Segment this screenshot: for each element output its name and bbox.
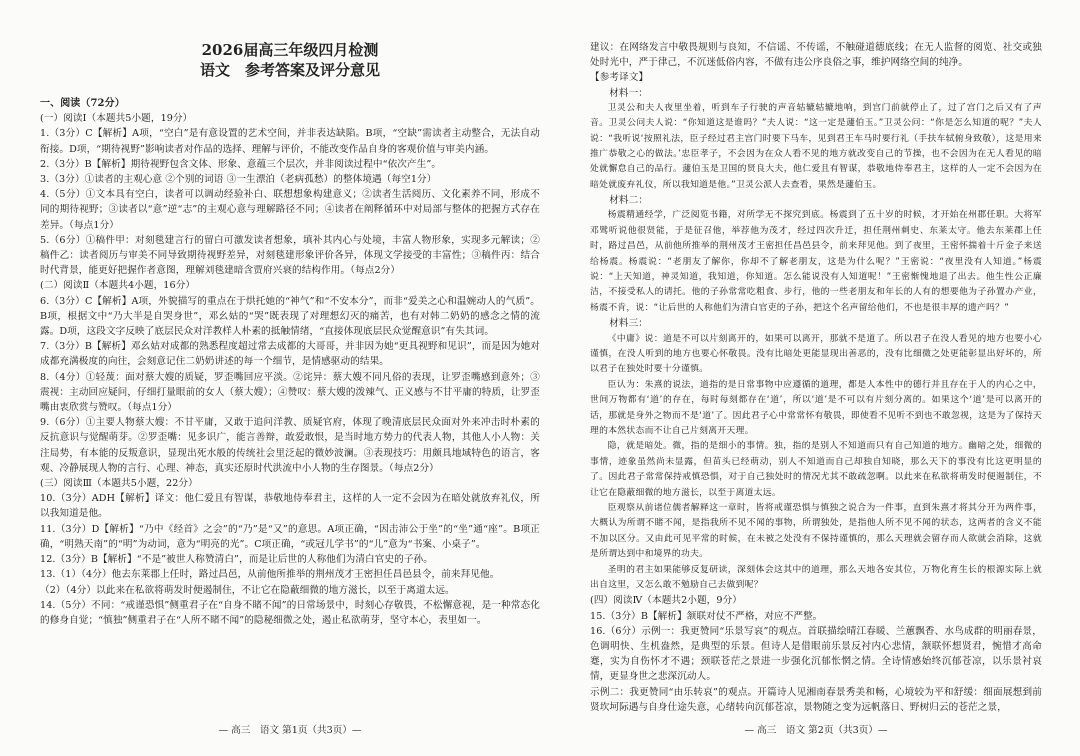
subsection-4: (四）阅读Ⅳ（本题共2小题，9分） [590,595,742,607]
section-reading: 一、阅读（72分） [40,98,125,109]
material-3-text-5: 圣明的君主如果能够反复研读，深刻体会这其中的道理，那么天地各安其位，万物化育生长的根源实际上就出自这里，又怎么敢不勉励自己去做到呢？ [590,564,1042,590]
answer-16-example-2: 示例二：我更赞同“由乐转哀”的观点。开篇诗人见湘南春景秀美和畅，心境较为平和舒缓：细面展想到前贤坎坷际遇与自身仕途失意，心绪转向沉郁苍凉，景物随之变为远帆落日、野树归云的苍茫之景， [590,686,1042,713]
subsection-2: (二）阅读Ⅱ（本题共4小题，16分） [40,280,196,292]
answer-16-example-1: 16.（6分）示例一：我更赞同“乐景写哀”的观点。首联描绘晴江春暖、兰蕙飘香、水鸟成群的明丽春景，色调明快、生机盎然，是典型的乐景。但诗人是借眼前乐景反衬内心悲情，颔联怀想贤君，惋惜才高命蹇，实为自伤怀才不遇；颈联苍茫之景进一步强化沉郁怅惘之情。全诗情感始终沉郁苍凉，以乐景衬哀情，更显身世之悲深沉动人。 [590,625,1042,683]
material-3-text-4: 臣观察从前诸位儒者解释这一章时，皆将戒谨恐惧与慎独之说合为一件事，直到朱熹才将其分开为两件事，大概认为所谓不睹不闻，是指我所不见不闻的事物，所谓独处，是指他人所不见不闻的状态，这两者的含义不能不加以区分。又由此可见平常的时候，在未被之处没有不保持谨慎的，那么天理就会留存而人欲就会消除，这就是所谓达到中和境界的功夫。 [590,502,1042,560]
footer-page-1: — 高三 语文 第1页（共3页）— [218,725,362,736]
reference-translation-heading: 【参考译文】 [590,72,649,84]
title-block [40,40,540,80]
material-1-label: 材料一： [609,87,648,99]
answer-4: 4.（5分）①文本具有空白，读者可以调动经验补白、联想想象构建意义；②读者生活阅历、文化素养不同，形成不同的期待视野；③读者以“意”逆“志”的主观心意与理解路径不同；④读者在阐释循环中对局部与整体的把握方式存在差异。（每点1分） [40,189,540,231]
answer-7: 7.（3分）B【解析】邓幺姑对成都的熟悉程度超过常去成都的大哥哥，并非因为她“更具视野和见识”，而是因为她对成都充满极度的向往，会刻意记住二奶奶讲述的每一个细节，是情感驱动的结果。 [40,341,540,368]
answer-8: 8.（4分）①轻蔑：面对蔡大嫂的质疑，罗歪嘴回应平淡。②诧异：蔡大嫂不同凡俗的表现，让罗歪嘴感到意外；③震视：主动回应疑问，仔细打量眼前的女人（蔡大嫂）；④赞叹：蔡大嫂的泼辣气、正义感与不甘平庸的特质，让罗歪嘴由衷欣赏与赞叹。（每点1分） [40,371,540,414]
material-2-text: 杨震精通经学，广泛阅览书籍，对所学无不探究到底。杨震到了五十岁的时候，才开始在州郡任职。大将军邓骘听说他很贤能，于是征召他，举荐他为茂才，经过四次升迁，担任荆州刺史、东莱太守。他去东莱郡上任时，路过昌邑，从前他所推举的荆州茂才王密担任昌邑县令，前来拜见他。到了夜里，王密怀揣着十斤金子来送给杨震。杨震说：“老朋友了解你，你却不了解老朋友，这是为什么呢？”王密说：“夜里没有人知道。”杨震说：“上天知道，神灵知道，我知道，你知道。怎么能说没有人知道呢！”王密惭愧地退了出去。他生性公正廉洁，不接受私人的请托。他的子孙常常吃粗食、步行，他的一些老朋友和年长的人有的想要他为子孙置办产业，杨震不肯，说：“让后世的人称他们为清白官吏的子孙，把这个名声留给他们，不也是很丰厚的遗产吗？” [590,210,1042,313]
answer-13-1: 13.（1）（4分）他去东莱郡上任时，路过昌邑，从前他所推举的荆州茂才王密担任昌邑县令，前来拜见他。 [40,569,500,581]
material-3-label: 材料三： [609,318,648,330]
page-title: 2026届高三年级四月检测 [201,41,379,59]
answer-13-2: （2）（4分）以此来在私欲将萌发时便遏制住，不让它在隐蔽细微的地方滋长，以至于离道太远。 [40,584,455,596]
material-3-text-3: 隐，就是暗处。微，指的是细小的事情。独，指的是别人不知道而只有自己知道的地方。幽暗之处，细微的事情，迹象虽然尚未显露，但苗头已经萌动，别人不知道而自己却独自知晓，那么天下的事没有比这更明显的了。因此君子常常保持戒慎恐惧，对于自己独处时的情况尤其不敢疏忽啊。以此来在私欲将萌发时便遏制住，不让它在隐蔽细微的地方滋长，以至于离道太远。 [590,441,1042,498]
answer-14: 14.（5分）不同：“戒谨恐惧”侧重君子在“自身不睹不闻”的日常场景中，时刻心存敬畏，不松懈意视，是一种常态化的修身自觉；“慎独”侧重君子在“人所不睹不闻”的隐秘细微之处，遏止私欲萌芽，坚守本心，表里如一。 [40,599,540,626]
answer-11: 11.（3分）D【解析】“乃中《经首》之会”的“乃”是“又”的意思。A项正确，“因击沛公于坐”的“坐”通“座”。B项正确，“明熟天南”的“明”为动词，意为“明亮的光”。C项正确，“或冠儿学书”的“儿”意为“书案、小桌子”。 [40,523,540,550]
answer-14-suggestion: 建议：在网络发言中敬畏规则与良知，不信谣、不传谣，不触碰道德底线；在无人监督的阅览、社交或独处时光中，严于律己，不沉迷低俗内容，不做有违公序良俗之事，维护网络空间的纯净。 [590,42,1042,69]
answer-3: 3.（3分）①读者的主观心意 ②个别的词语 ③一生漂泊（老病孤愁）的整体境遇（每空1分） [40,174,437,186]
answer-1: 1.（3分）C【解析】A项，“空白”是有意设置的艺术空间，并非表达缺陷。B项，“空缺”需读者主动整合，无法自动衔接。D项，“期待视野”影响读者对作品的选择、理解与评价，不能改变作品自身的客观价值与审美内涵。 [40,128,540,155]
subsection-1: (一）阅读Ⅰ（本题共5小题，19分） [40,113,193,125]
answer-10: 10.（3分）ADH【解析】译文：他仁爱且有智谋，恭敬地侍奉君主，这样的人一定不会因为在暗处就放弃礼仪，所以我知道是他。 [40,493,540,520]
footer-page-2: — 高三 语文 第2页（共3页）— [744,725,888,736]
left-column [40,96,540,628]
subsection-3: (三）阅读Ⅲ（本题共5小题，22分） [40,478,198,490]
answer-9: 9.（6分）①主要人物蔡大嫂：不甘平庸，又敢于追问洋教、质疑官府，体现了晚清底层民众面对外来冲击时朴素的反抗意识与觉醒萌芽。②罗歪嘴：见多识广，能言善辩，敢爱敢恨，是当时地方势力的代表人物，其他人小人物：关注局势，有本能的反叛意识，显现出死水般的传统社会里泛起的微妙波澜。③表现技巧：用颇具地域特色的语言，客观、冷静展现人物的言行、心理、神态，真实还原时代洪流中小人物的生存图景。（每点2分） [40,417,540,474]
material-1-text: 卫灵公和夫人夜里坐着，听到车子行驶的声音轱辘轱辘地响，到宫门前就停止了，过了宫门之后又有了声音。卫灵公问夫人说：“你知道这是谁吗？”夫人说：“这一定是蘧伯玉。”卫灵公问：“你是怎么知道的呢？”夫人说：“我听说‘按照礼法，臣子经过君主宫门时要下马车，见到君王车马时要行礼（手扶车轼俯身致敬），这是用来推广恭敬之心的做法。’忠臣孝子，不会因为在众人看不见的地方就改变自己的节操，也不会因为在无人看见的暗处就懈怠自己的品行。蘧伯玉是卫国的贤良大夫，他仁爱且有智谋，恭敬地侍奉君主，这样的人一定不会因为在暗处就废弃礼仪，所以我知道是他。”卫灵公派人去查看，果然是蘧伯玉。 [590,102,1042,190]
material-2-label: 材料二： [609,195,648,207]
right-column [590,40,1042,715]
answer-6: 6.（3分）C【解析】A项，外貌描写的重点在于烘托她的“神气”和“不安本分”，而非“爱美之心和温婉动人的气质”。B项，根据文中“乃大半是自哭身世”，邓幺姑的“哭”既表现了对理想幻灭的痛苦，也有对韩二奶奶的感念之情的流露。D项，这段文字反映了底层民众对洋教样人朴素的抵触情绪，“直接体现底层民众觉醒意识”有失其词。 [40,295,540,338]
answer-15: 15.（3分）B【解析】颔联对仗不严格，对应不严整。 [590,610,823,622]
answer-12: 12.（3分）B【解析】“不是”被世人称赞清白”，而是让后世的人称他们为清白官史的子孙。 [40,554,433,566]
material-3-text-2: 臣认为：朱熹的说法，道指的是日常事物中应遵循的道理，都是人本性中的德行并且存在于人的内心之中，世间万物都有‘道’的存在，每时每刻都存在‘道’，所以‘道’是不可以有片刻分离的。如果这个‘道’是可以离开的话，那就是身外之物而不是‘道’了。因此君子心中常常怀有敬畏，即使看不见听不到也不敢忽视，这是为了保持天理的本然状态而不让自己片刻离开天理。 [590,379,1042,436]
material-3-text-1: 《中庸》说：道是不可以片刻离开的，如果可以离开，那就不是道了。所以君子在没人看见的地方也要小心谨慎，在没人听到的地方也要心怀敬畏。没有比暗处更能显现出善恶的，没有比细微之处更能彰显出好坏的，所以君子在独处时要十分谨慎。 [590,333,1042,375]
page-subtitle: 语文 参考答案及评分意见 [199,61,380,79]
answer-5: 5.（6分）①稿件甲：对刻毯建言行的留白可激发读者想象，填补其内心与处境，丰富人物形象，实现多元解读；②稿件乙：读者阅历与审美不同导致期待视野差异，对刻毯建形象评价各异，体现文学接受的丰富性；③稿件丙：结合时代背景，能更好把握作者意图，理解刘毯建暗含贾府兴衰的结构作用。（每点2分） [40,234,540,277]
answer-2: 2.（3分）B【解析】期待视野包含文体、形象、意蕴三个层次，并非阅读过程中“依次产生”。 [40,158,442,170]
